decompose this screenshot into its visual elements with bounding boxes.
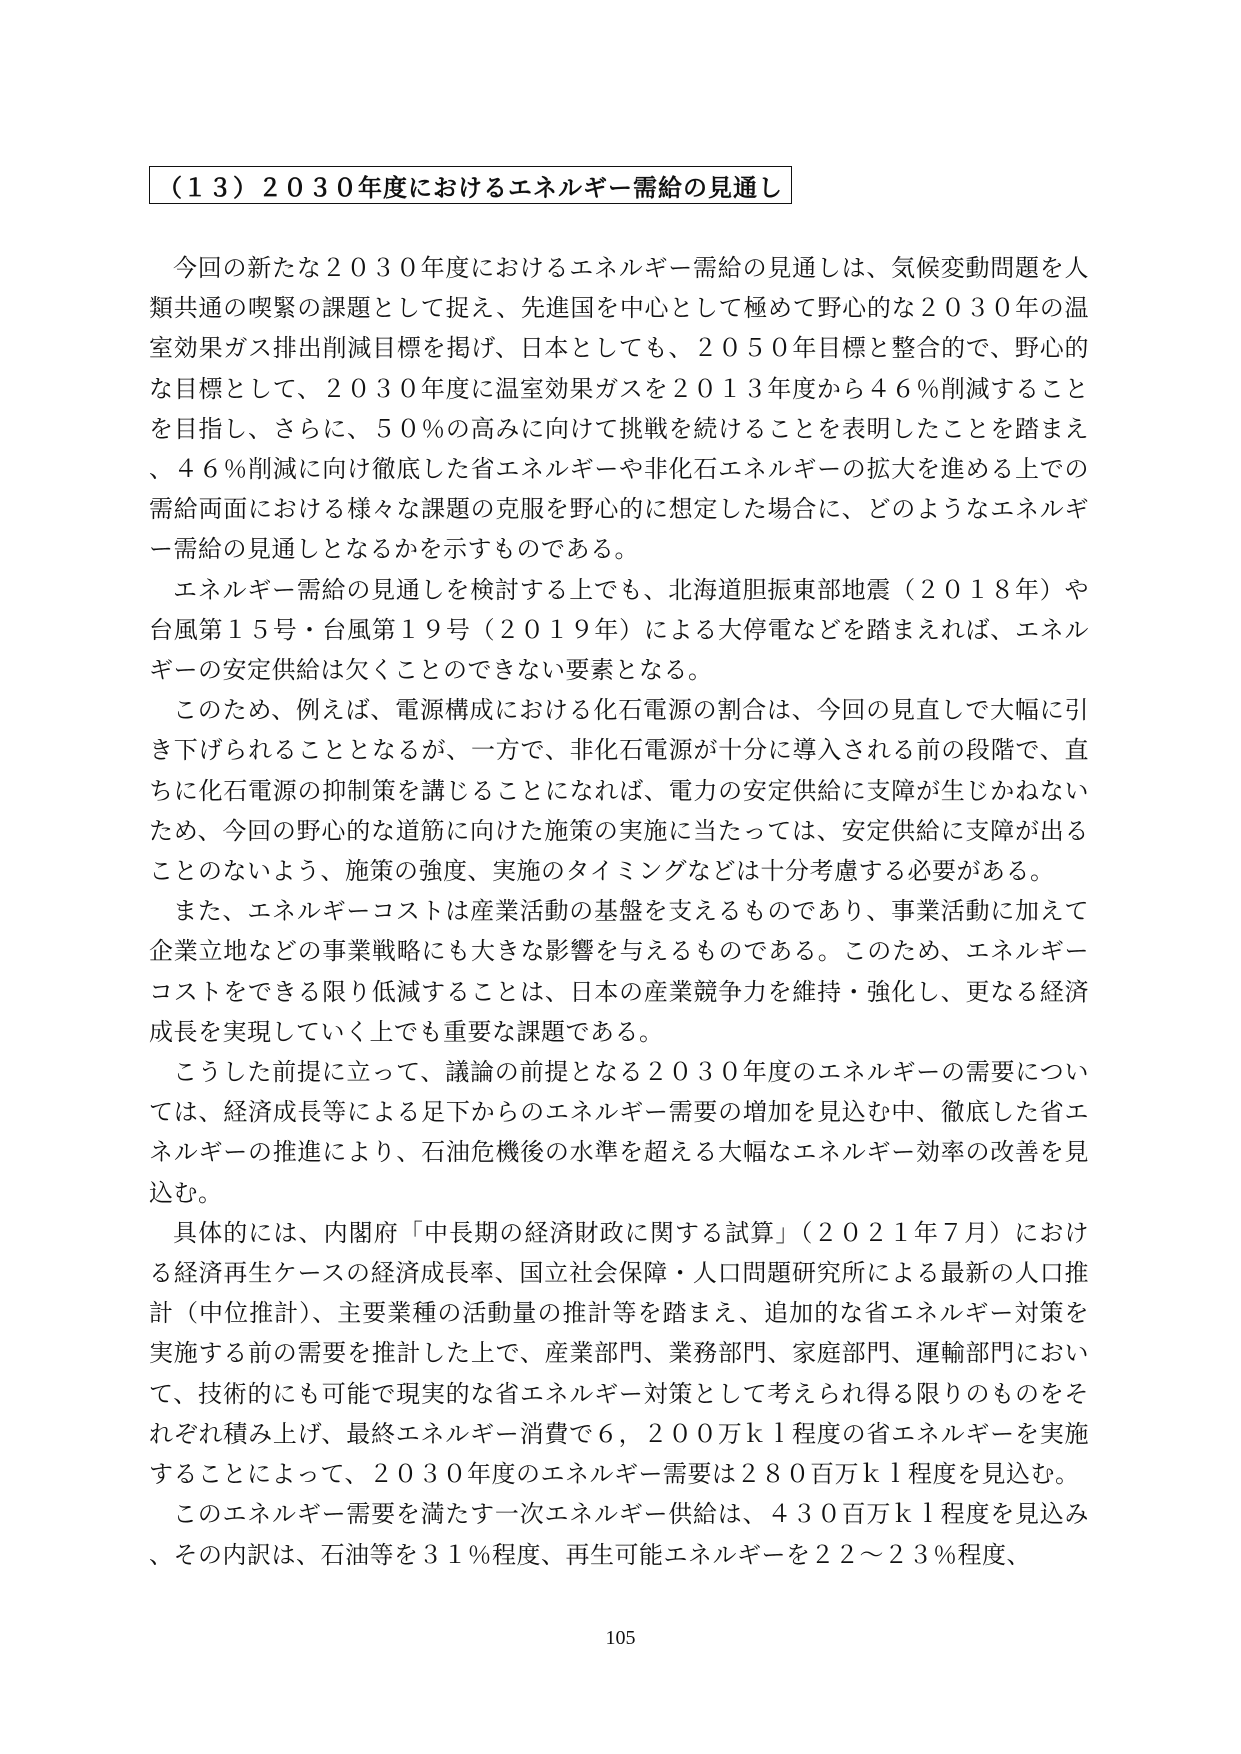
- paragraph: 具体的には、内閣府「中長期の経済財政に関する試算」（２０２１年７月）における経済再生ケースの経済成長率、国立社会保障・人口問題研究所による最新の人口推計（中位推計）、主要業種の活動量の推計等を踏まえ、追加的な省エネルギー対策を実施する前の需要を推計した上で、産業部門、業務部門、家庭部門、運輸部門において、技術的にも可能で現実的な省エネルギー対策として考えられ得る限りのものをそれぞれ積み上げ、最終エネルギー消費で６，２００万ｋｌ程度の省エネルギーを実施することによって、２０３０年度のエネルギー需要は２８０百万ｋｌ程度を見込む。: [149, 1218, 1089, 1489]
- paragraph: このため、例えば、電源構成における化石電源の割合は、今回の見直しで大幅に引き下げられることとなるが、一方で、非化石電源が十分に導入される前の段階で、直ちに化石電源の抑制策を講じることになれば、電力の安定供給に支障が生じかねないため、今回の野心的な道筋に向けた施策の実施に当たっては、安定供給に支障が出ることのないよう、施策の強度、実施のタイミングなどは十分考慮する必要がある。: [149, 696, 1089, 886]
- section-heading: （１３）２０３０年度におけるエネルギー需給の見通し: [158, 173, 783, 202]
- paragraph: エネルギー需給の見通しを検討する上でも、北海道胆振東部地震（２０１８年）や台風第１５号・台風第１９号（２０１９年）による大停電などを踏まえれば、エネルギーの安定供給は欠くことのできない要素となる。: [149, 575, 1089, 685]
- paragraph: 今回の新たな２０３０年度におけるエネルギー需給の見通しは、気候変動問題を人類共通の喫緊の課題として捉え、先進国を中心として極めて野心的な２０３０年の温室効果ガス排出削減目標を掲げ、日本としても、２０５０年目標と整合的で、野心的な目標として、２０３０年度に温室効果ガスを２０１３年度から４６％削減することを目指し、さらに、５０％の高みに向けて挑戦を続けることを表明したことを踏まえ、４６％削減に向け徹底した省エネルギーや非化石エネルギーの拡大を進める上での需給両面における様々な課題の克服を野心的に想定した場合に、どのようなエネルギー需給の見通しとなるかを示すものである。: [149, 254, 1089, 564]
- section-heading-box: [149, 166, 792, 204]
- paragraph: また、エネルギーコストは産業活動の基盤を支えるものであり、事業活動に加えて企業立地などの事業戦略にも大きな影響を与えるものである。このため、エネルギーコストをできる限り低減することは、日本の産業競争力を維持・強化し、更なる経済成長を実現していく上でも重要な課題である。: [149, 897, 1089, 1046]
- paragraph: このエネルギー需要を満たす一次エネルギー供給は、４３０百万ｋｌ程度を見込み、その内訳は、石油等を３１％程度、再生可能エネルギーを２２～２３％程度、: [149, 1500, 1089, 1569]
- paragraph: こうした前提に立って、議論の前提となる２０３０年度のエネルギーの需要については、経済成長等による足下からのエネルギー需要の増加を見込む中、徹底した省エネルギーの推進により、石油危機後の水準を超える大幅なエネルギー効率の改善を見込む。: [149, 1058, 1089, 1207]
- page-number: 105: [605, 1627, 636, 1649]
- body-text: [149, 248, 1089, 1575]
